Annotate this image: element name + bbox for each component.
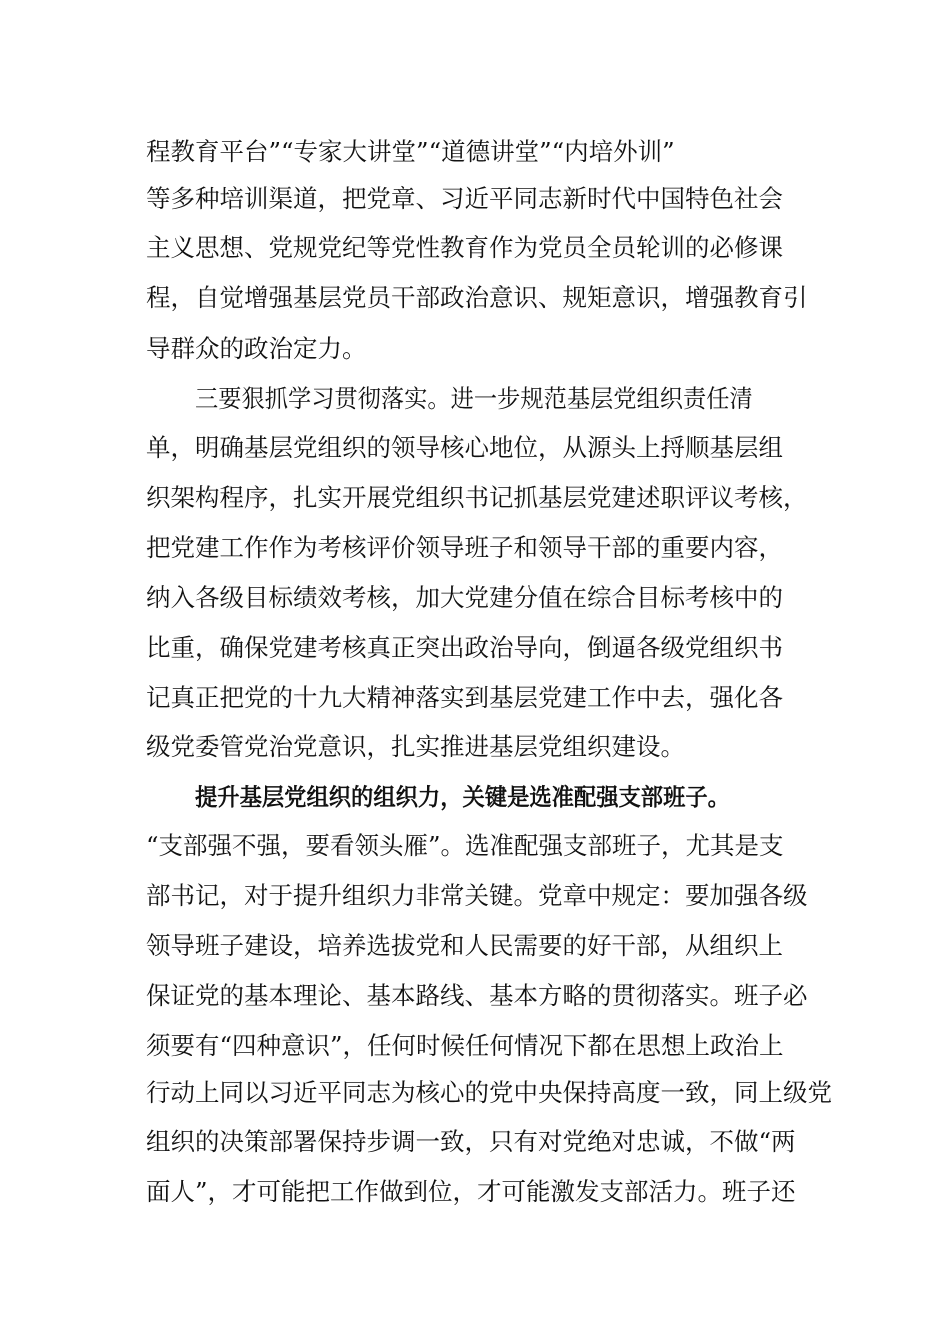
body-text-line: 面人”，才可能把工作做到位，才可能激发支部活力。班子还 [146, 1177, 796, 1206]
body-text-line: 比重，确保党建考核真正突出政治导向，倒逼各级党组织书 [146, 633, 783, 662]
body-text-line: 级党委管党治党意识，扎实推进基层党组织建设。 [146, 732, 685, 761]
body-text-line: 保证党的基本理论、基本路线、基本方略的贯彻落实。班子必 [146, 981, 808, 1010]
body-text-line: 把党建工作作为考核评价领导班子和领导干部的重要内容， [146, 533, 783, 562]
body-text-line: 单，明确基层党组织的领导核心地位，从源头上捋顺基层组 [146, 433, 783, 462]
body-text-line: “支部强不强，要看领头雁”。选准配强支部班子，尤其是支 [146, 831, 784, 860]
body-text-line: 部书记，对于提升组织力非常关键。党章中规定：要加强各级 [146, 881, 808, 910]
body-text-line: 纳入各级目标绩效考核，加大党建分值在综合目标考核中的 [146, 583, 783, 612]
body-text-line: 行动上同以习近平同志为核心的党中央保持高度一致，同上级党 [146, 1078, 832, 1107]
body-text-line: 主义思想、党规党纪等党性教育作为党员全员轮训的必修课 [146, 233, 783, 262]
body-text-line: 程教育平台”“专家大讲堂”“道德讲堂”“内培外训” [146, 137, 675, 166]
body-text-line: 导群众的政治定力。 [146, 334, 367, 363]
body-text-line: 组织的决策部署保持步调一致，只有对党绝对忠诚，不做“两 [146, 1127, 796, 1156]
body-text-line: 织架构程序，扎实开展党组织书记抓基层党建述职评议考核， [146, 483, 808, 512]
body-text-line: 程，自觉增强基层党员干部政治意识、规矩意识，增强教育引 [146, 283, 808, 312]
body-text-line: 记真正把党的十九大精神落实到基层党建工作中去，强化各 [146, 683, 783, 712]
section-heading: 提升基层党组织的组织力，关键是选准配强支部班子。 [195, 783, 730, 811]
body-text-line: 须要有“四种意识”，任何时候任何情况下都在思想上政治上 [146, 1031, 784, 1060]
paragraph-start-line: 三要狠抓学习贯彻落实。进一步规范基层党组织责任清 [195, 384, 753, 413]
body-text-line: 等多种培训渠道，把党章、习近平同志新时代中国特色社会 [146, 184, 783, 213]
body-text-line: 领导班子建设，培养选拔党和人民需要的好干部，从组织上 [146, 931, 783, 960]
